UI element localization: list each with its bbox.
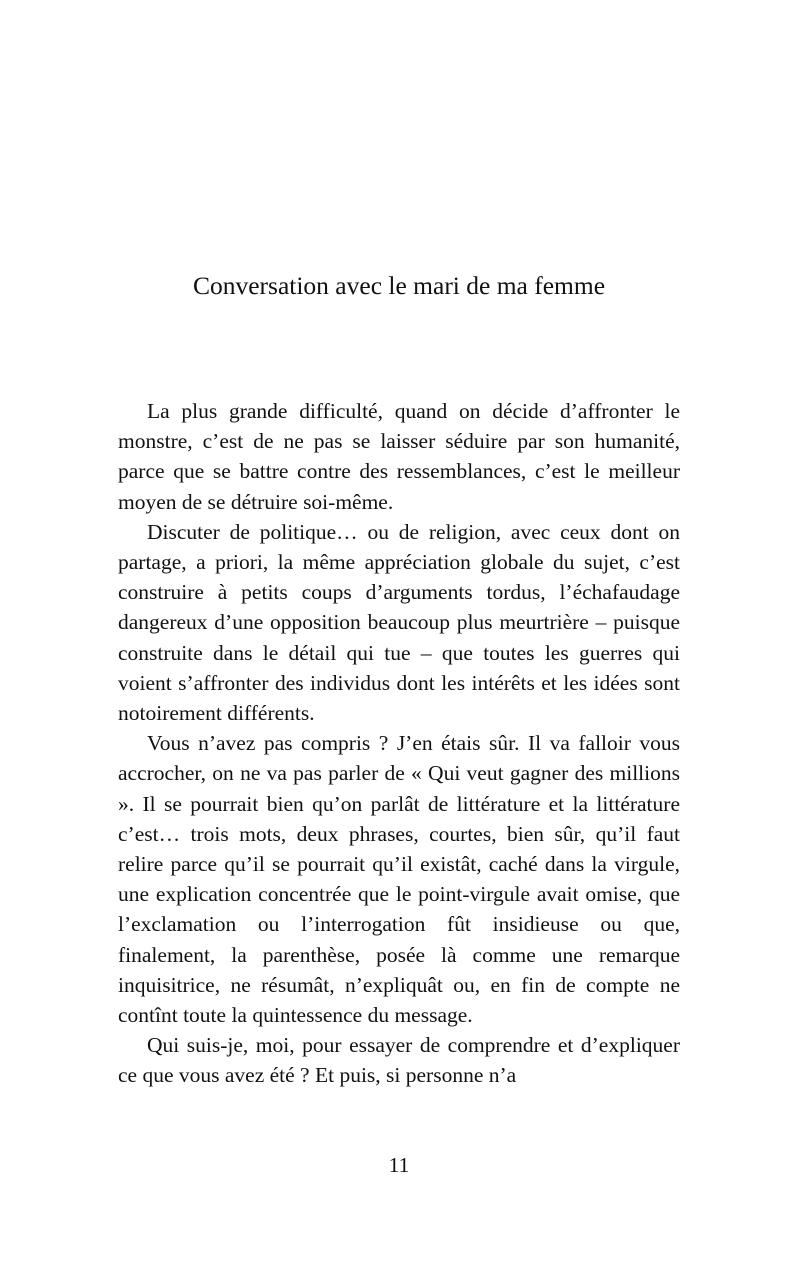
body-text xyxy=(118,396,680,1091)
paragraph: Vous n’avez pas compris ? J’en étais sûr. Il va falloir vous accrocher, on ne va pas parler de « Qui veut gagner des millions ». Il se pourrait bien qu’on parlât de littérature et la littérature c’est… trois mots, deux phrases, courtes, bien sûr, qu’il faut relire parce qu’il se pourrait qu’il existât, caché dans la virgule, une explication concentrée que le point-virgule avait omise, que l’exclamation ou l’interrogation fût insidieuse ou que, finalement, la parenthèse, posée là comme une remarque inquisitrice, ne résumât, n’expliquât ou, en fin de compte ne contînt toute la quintessence du message. xyxy=(118,731,680,1028)
page-number: 11 xyxy=(388,1153,410,1177)
chapter-title: Conversation avec le mari de ma femme xyxy=(192,271,606,300)
paragraph: La plus grande difficulté, quand on décide d’affronter le monstre, c’est de ne pas se laisser séduire par son humanité, parce que se battre contre des ressemblances, c’est le meilleur moyen de se détruire soi-même. xyxy=(118,399,680,514)
paragraph: Discuter de politique… ou de religion, avec ceux dont on partage, a priori, la même appréciation globale du sujet, c’est construire à petits coups d’arguments tordus, l’échafaudage dangereux d’une opposition beaucoup plus meurtrière – puisque construite dans le détail qui tue – que toutes les guerres qui voient s’affronter des individus dont les intérêts et les idées sont notoirement différents. xyxy=(118,519,680,726)
paragraph: Qui suis-je, moi, pour essayer de comprendre et d’expliquer ce que vous avez été ? Et puis, si personne n’a xyxy=(118,1033,680,1088)
